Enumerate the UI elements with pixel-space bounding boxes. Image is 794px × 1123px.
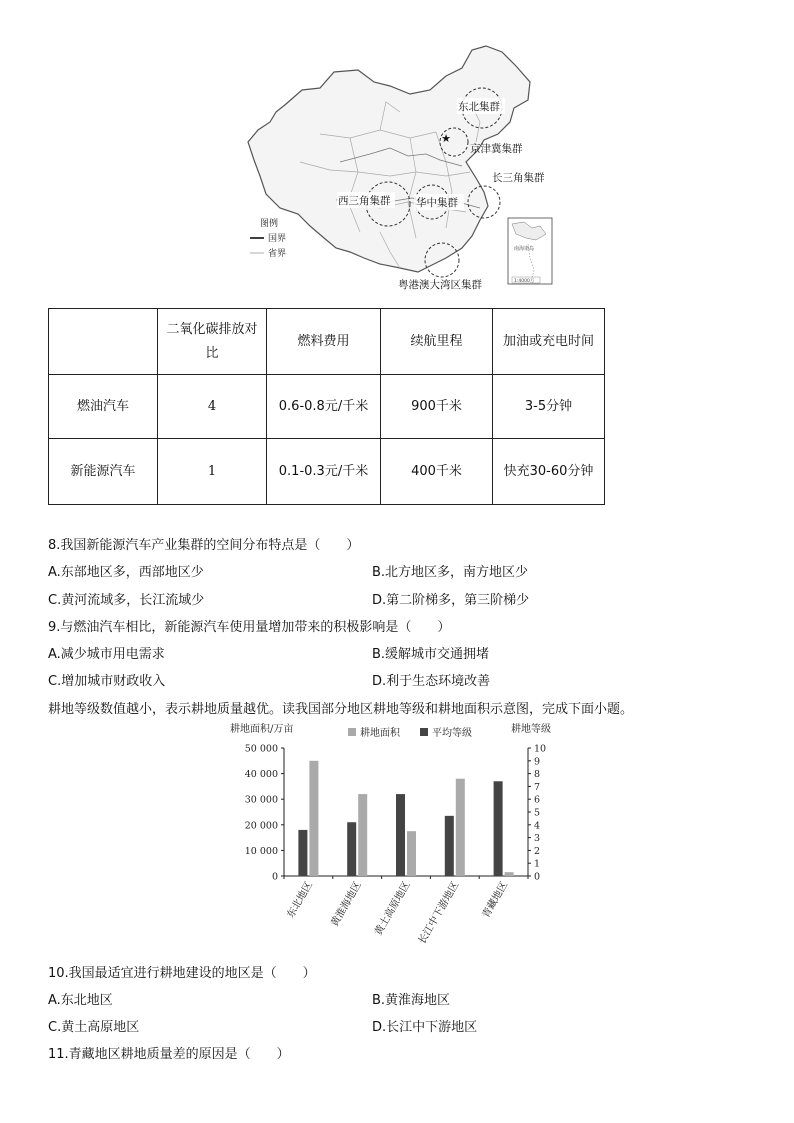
bar-area — [456, 779, 465, 876]
question-10-option-d[interactable]: D.长江中下游地区 — [372, 1020, 478, 1035]
table-row — [49, 439, 605, 505]
bar-area — [358, 794, 367, 876]
cluster-label-central: 华中集群 — [416, 197, 458, 209]
question-9-option-d[interactable]: D.利于生态环境改善 — [372, 674, 491, 689]
table-cell: 3-5分钟 — [493, 375, 605, 439]
question-10-option-b[interactable]: B.黄淮海地区 — [372, 993, 451, 1008]
question-9-option-b[interactable]: B.缓解城市交通拥堵 — [372, 647, 490, 662]
legend-province-border: 省界 — [268, 249, 287, 259]
y-tick-label-right: 7 — [534, 781, 541, 793]
bar-area — [505, 872, 514, 876]
cluster-label-northeast: 东北集群 — [458, 101, 500, 113]
y-tick-label-right: 2 — [534, 845, 541, 857]
y-tick-label-right: 4 — [534, 820, 541, 832]
cluster-label-jingjinji: 京津冀集群 — [470, 143, 523, 155]
bar-grade — [347, 822, 356, 876]
question-8-option-a[interactable]: A.东部地区多，西部地区少 — [48, 565, 204, 580]
question-8-option-d[interactable]: D.第二阶梯多，第三阶梯少 — [372, 593, 530, 608]
inset-label: 南海诸岛 — [514, 246, 535, 252]
table-header-cell: 燃料费用 — [267, 309, 381, 375]
table-header-cell: 加油或充电时间 — [493, 309, 605, 375]
y-tick-label-right: 9 — [534, 756, 541, 768]
y-tick-label-left: 10 000 — [244, 845, 278, 857]
vehicle-comparison-table — [48, 308, 605, 505]
y-tick-label-left: 0 — [271, 871, 278, 883]
y-tick-label-right: 6 — [534, 794, 541, 806]
chart-intro-text: 耕地等级数值越小，表示耕地质量越优。读我国部分地区耕地等级和耕地面积示意图，完成下面小题。 — [48, 702, 634, 717]
x-tick-label: 青藏地区 — [480, 880, 511, 921]
farmland-bar-chart — [228, 720, 573, 952]
table-header-cell: 二氧化碳排放对比 — [158, 309, 267, 375]
y-tick-label-right: 3 — [534, 833, 541, 845]
y-tick-label-right: 1 — [534, 858, 541, 870]
x-tick-label: 东北地区 — [285, 880, 315, 921]
capital-star-icon: ★ — [441, 132, 451, 145]
y-tick-label-right: 8 — [534, 769, 541, 781]
question-9-stem: 9.与燃油汽车相比，新能源汽车使用量增加带来的积极影响是（ ） — [48, 620, 451, 635]
bar-grade — [445, 816, 454, 876]
legend-label: 平均等级 — [432, 728, 472, 739]
bar-area — [309, 761, 318, 876]
y-tick-label-right: 5 — [534, 807, 541, 819]
question-8-option-c[interactable]: C.黄河流域多，长江流域少 — [48, 593, 205, 608]
cluster-label-gba: 粤港澳大湾区集群 — [398, 279, 482, 291]
y-axis-right-label: 耕地等级 — [511, 724, 551, 735]
table-header-row — [49, 309, 605, 375]
china-auto-cluster-map — [240, 42, 560, 297]
table-cell: 快充30-60分钟 — [493, 439, 605, 505]
table-header-cell — [49, 309, 158, 375]
table-cell: 燃油汽车 — [49, 375, 158, 439]
x-tick-label: 黄土高原地区 — [373, 880, 413, 938]
bar-grade — [396, 794, 405, 876]
table-header-cell: 续航里程 — [381, 309, 493, 375]
legend-national-border: 国界 — [268, 234, 287, 244]
table-cell: 新能源汽车 — [49, 439, 158, 505]
table-cell: 0.6-0.8元/千米 — [267, 375, 381, 439]
y-tick-label-left: 30 000 — [244, 794, 278, 806]
question-11-stem: 11.青藏地区耕地质量差的原因是（ ） — [48, 1047, 290, 1062]
question-8-option-b[interactable]: B.北方地区多，南方地区少 — [372, 565, 529, 580]
y-tick-label-left: 20 000 — [244, 820, 278, 832]
bar-grade — [298, 830, 307, 876]
table-row — [49, 375, 605, 439]
bar-grade — [494, 781, 503, 876]
question-8-stem: 8.我国新能源汽车产业集群的空间分布特点是（ ） — [48, 538, 360, 553]
y-tick-label-left: 50 000 — [244, 743, 278, 755]
x-tick-label: 长江中下游地区 — [416, 880, 462, 947]
table-cell: 4 — [158, 375, 267, 439]
question-9-option-c[interactable]: C.增加城市财政收入 — [48, 674, 166, 689]
y-tick-label-left: 40 000 — [244, 769, 278, 781]
question-10-option-a[interactable]: A.东北地区 — [48, 993, 113, 1008]
y-tick-label-right: 0 — [534, 871, 541, 883]
china-outline — [248, 46, 530, 272]
table-cell: 900千米 — [381, 375, 493, 439]
bar-area — [407, 831, 416, 876]
cluster-label-west-triangle: 西三角集群 — [338, 195, 391, 207]
map-legend — [250, 217, 286, 259]
legend-label: 耕地面积 — [360, 728, 400, 739]
y-axis-left-label: 耕地面积/万亩 — [230, 724, 294, 735]
legend-title: 图例 — [260, 219, 279, 229]
legend-swatch — [348, 728, 356, 736]
question-10-stem: 10.我国最适宜进行耕地建设的地区是（ ） — [48, 966, 316, 981]
question-10-option-c[interactable]: C.黄土高原地区 — [48, 1020, 140, 1035]
question-9-option-a[interactable]: A.减少城市用电需求 — [48, 647, 165, 662]
y-tick-label-right: 10 — [534, 743, 547, 755]
cluster-label-yangtze-delta: 长三角集群 — [492, 172, 545, 184]
inset-scale: 1:4000万 — [514, 279, 535, 284]
south-china-sea-inset — [508, 218, 552, 284]
table-cell: 1 — [158, 439, 267, 505]
table-cell: 0.1-0.3元/千米 — [267, 439, 381, 505]
table-cell: 400千米 — [381, 439, 493, 505]
legend-swatch — [420, 728, 428, 736]
x-tick-label: 黄淮海地区 — [329, 880, 364, 929]
